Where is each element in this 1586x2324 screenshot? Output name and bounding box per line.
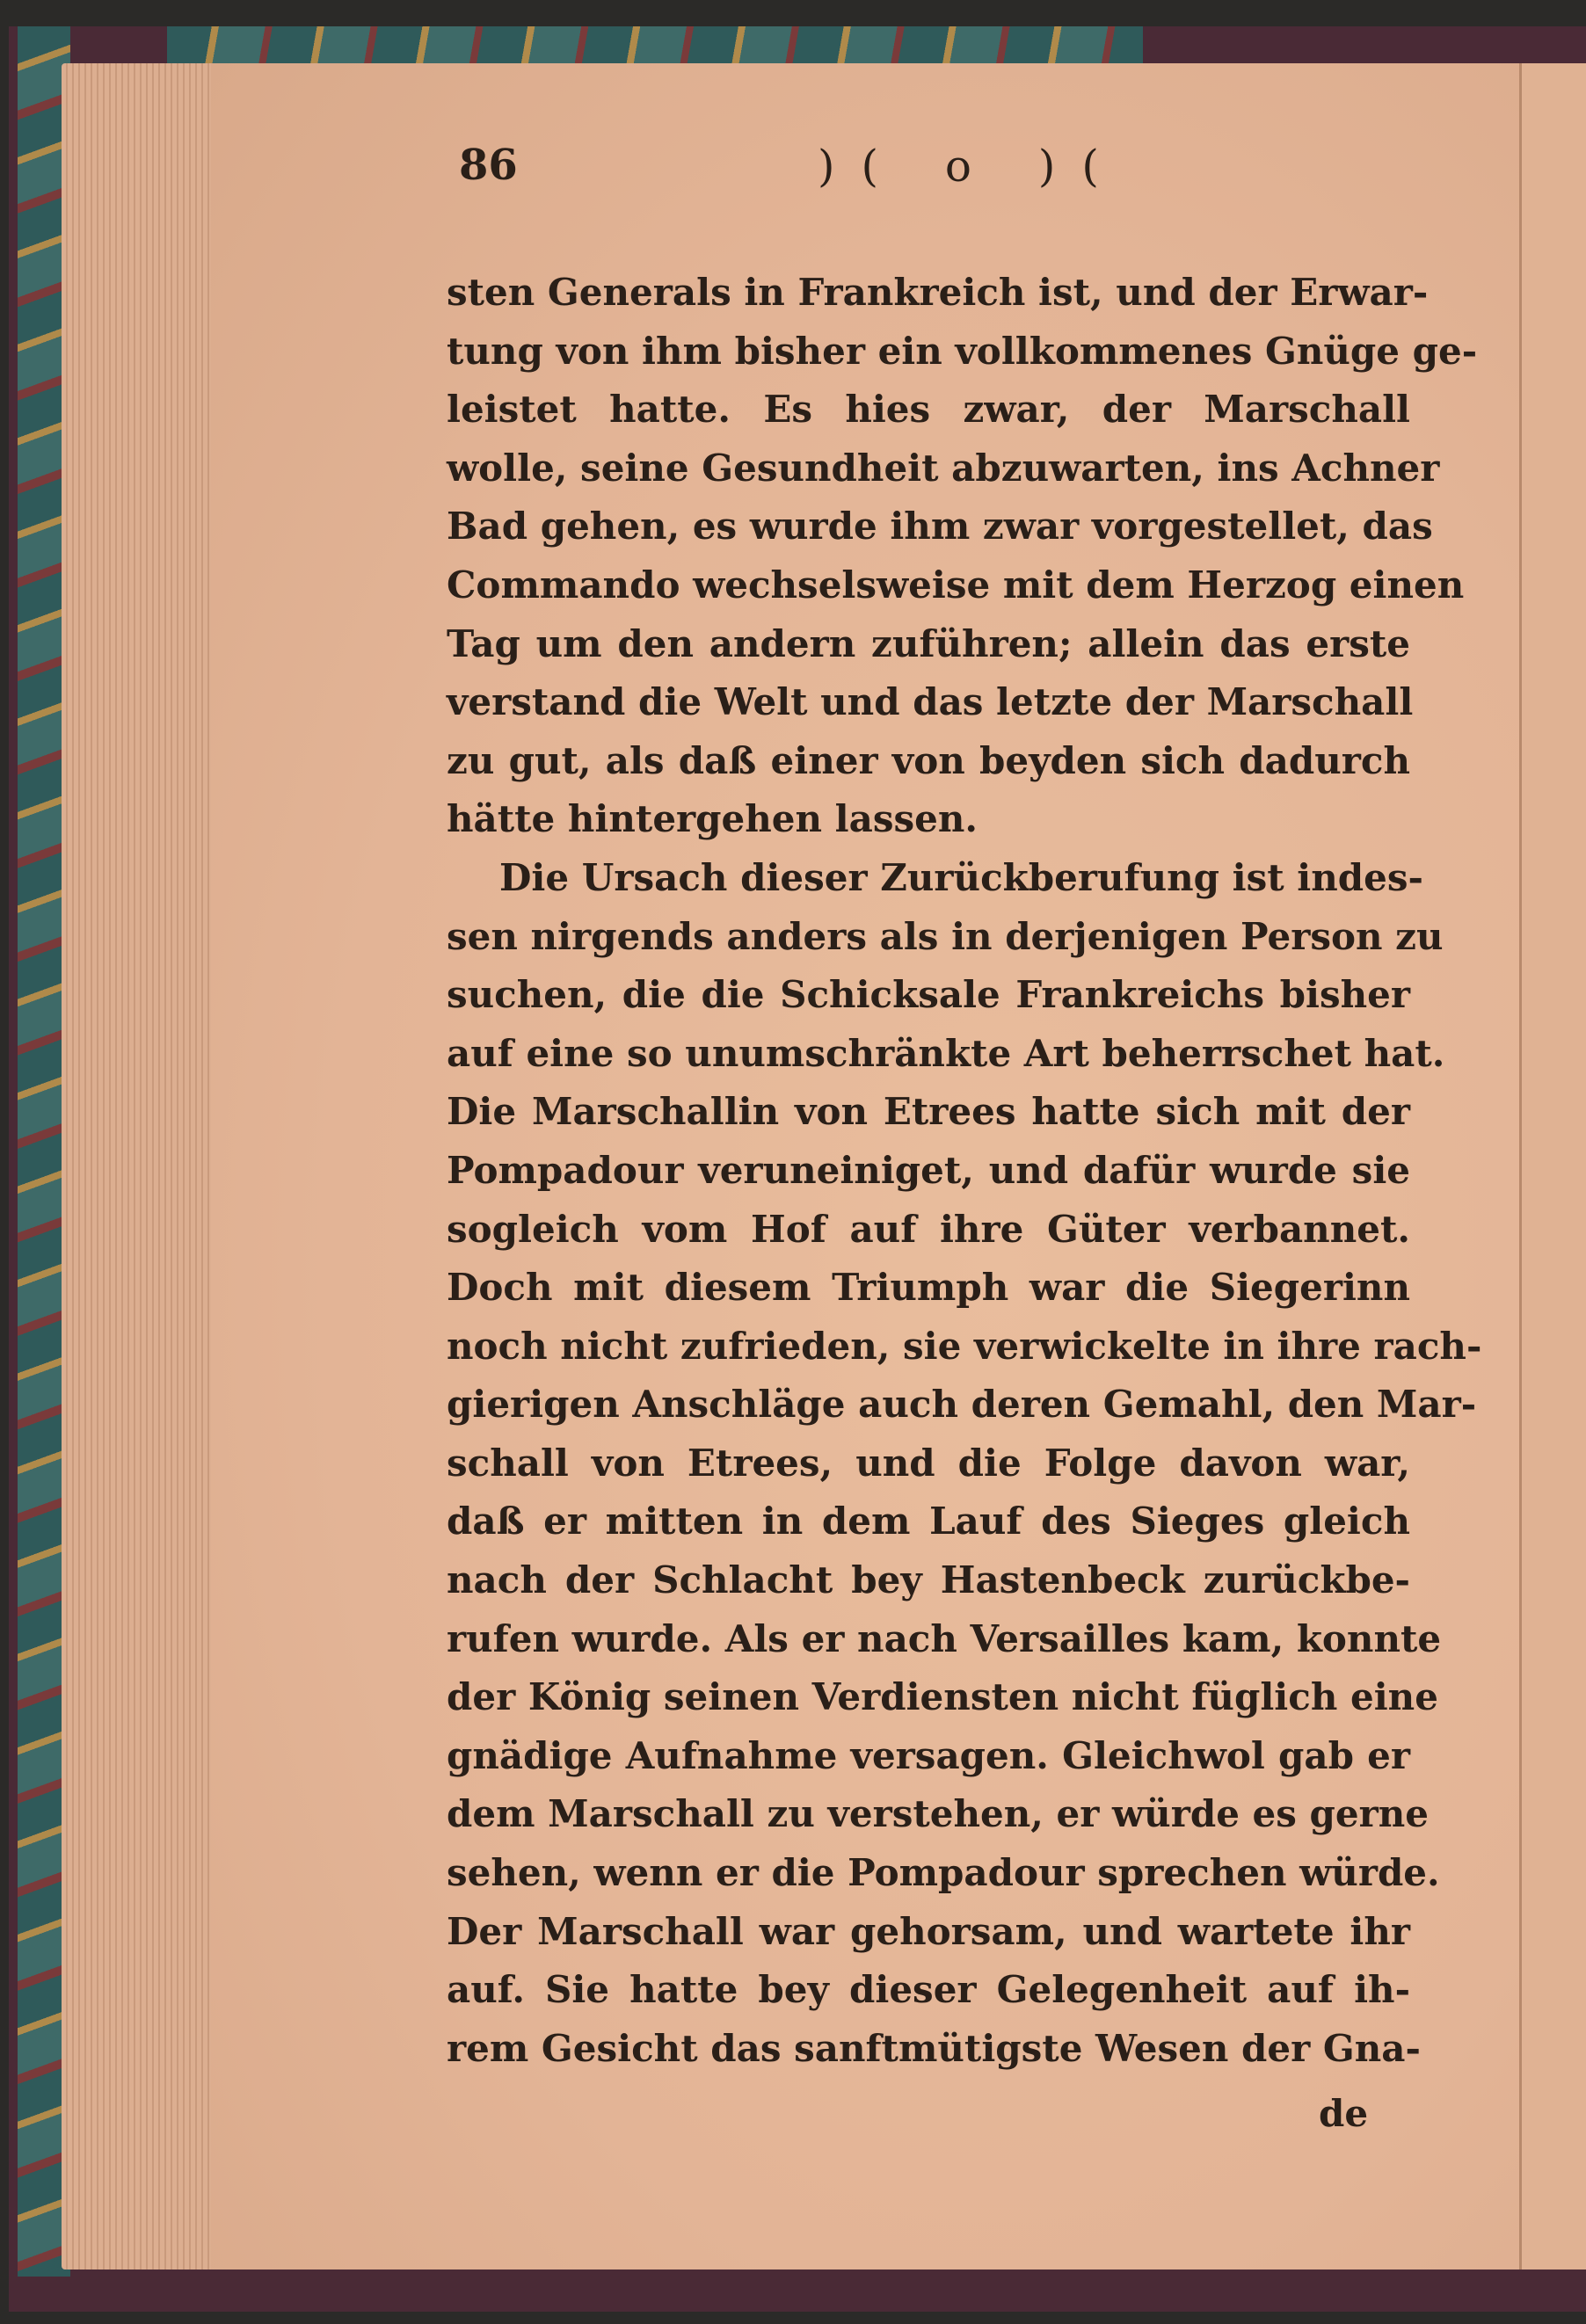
text-line: tung von ihm bisher ein vollkommenes Gnüge ge- — [447, 329, 1478, 373]
text-line: sen nirgends anders als in derjenigen Person zu — [447, 914, 1444, 958]
text-line: Der Marschall war gehorsam, und wartete ihr — [447, 1909, 1410, 1953]
text-line: gnädige Aufnahme versagen. Gleichwol gab er — [447, 1733, 1410, 1777]
facing-page-edge — [1519, 63, 1586, 2270]
text-line: dem Marschall zu verstehen, er würde es gerne — [447, 1792, 1430, 1836]
text-line: sogleich vom Hof auf ihre Güter verbannet. — [447, 1207, 1410, 1251]
text-line: schall von Etrees, und die Folge davon war, — [447, 1441, 1410, 1485]
text-line: zu gut, als daß einer von beyden sich dadurch — [447, 738, 1410, 782]
running-head: )( o )( — [818, 141, 1125, 192]
text-line: Doch mit diesem Triumph war die Siegerinn — [447, 1266, 1410, 1310]
text-line: rem Gesicht das sanftmütigste Wesen der Gna- — [447, 2026, 1421, 2070]
text-line: sten Generals in Frankreich ist, und der Erwar- — [447, 271, 1429, 314]
text-line: hätte hintergehen lassen. — [447, 797, 979, 841]
text-line: Commando wechselsweise mit dem Herzog einen — [447, 563, 1465, 606]
text-line: auf eine so unumschränkte Art beherrschet hat. — [447, 1031, 1445, 1075]
text-line: nach der Schlacht bey Hastenbeck zurückbe- — [447, 1558, 1410, 1602]
body-text — [447, 264, 1482, 2078]
text-line: verstand die Welt und das letzte der Marschall — [447, 680, 1414, 724]
page-number: 86 — [459, 141, 518, 190]
page-stack — [62, 63, 229, 2270]
marbled-cover-top — [167, 26, 1143, 66]
text-line: sehen, wenn er die Pompadour sprechen würde. — [447, 1851, 1440, 1895]
text-line: auf. Sie hatte bey dieser Gelegenheit auf ih- — [447, 1968, 1410, 2012]
text-line: suchen, die die Schicksale Frankreichs bisher — [447, 973, 1410, 1017]
text-line: Tag um den andern zuführen; allein das erste — [447, 621, 1410, 665]
text-line: noch nicht zufrieden, sie verwickelte in ihre rach- — [447, 1324, 1482, 1368]
text-line: leistet hatte. Es hies zwar, der Marschall — [447, 388, 1410, 432]
text-line: daß er mitten in dem Lauf des Sieges gleich — [447, 1500, 1410, 1543]
text-line: gierigen Anschläge auch deren Gemahl, den Mar- — [447, 1383, 1477, 1427]
text-line: Pompadour veruneiniget, und dafür wurde sie — [447, 1148, 1410, 1192]
text-line: Die Ursach dieser Zurückberufung ist indes- — [499, 855, 1423, 899]
text-line: rufen wurde. Als er nach Versailles kam, konnte — [447, 1616, 1442, 1660]
text-line: der König seinen Verdiensten nicht füglich eine — [447, 1675, 1438, 1719]
text-line: Bad gehen, es wurde ihm zwar vorgestellet, das — [447, 505, 1433, 548]
text-line: wolle, seine Gesundheit abzuwarten, ins Achner — [447, 446, 1440, 490]
catchword: de — [1319, 2092, 1369, 2135]
text-line: Die Marschallin von Etrees hatte sich mit der — [447, 1090, 1410, 1134]
